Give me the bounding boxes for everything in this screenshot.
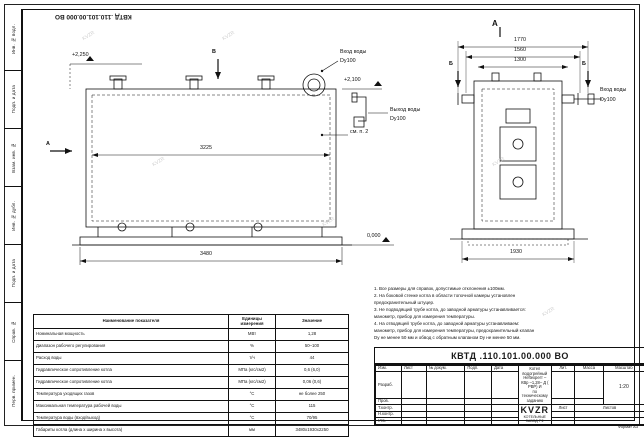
strip-cell-1: Подп. и дата (4, 71, 22, 129)
tb-cell-empty-24 (492, 418, 518, 425)
dim-1560-label: 1560 (514, 47, 526, 53)
tb-scale-label: Масштаб (603, 366, 644, 372)
cell-name: Максимальная температура рабочей воды (34, 401, 229, 413)
tb-cell-empty-20 (575, 411, 644, 418)
product-line-3: по техническому заданию (521, 388, 548, 403)
tb-cell-empty-4 (492, 371, 518, 398)
cell-name: Температура воды (вход/выход) (34, 413, 229, 425)
cell-unit: МВт (229, 329, 276, 341)
cell-name: Гидравлическое сопротивление котла (34, 377, 229, 389)
cell-name: Диапазон рабочего регулирования (34, 341, 229, 353)
product-line-2: Неftехperт – КВр –1,28– Д ( РВР) И (521, 375, 549, 390)
table-row (34, 353, 349, 365)
tb-cell-empty-14 (492, 405, 518, 412)
water-in-left-dn: Dу100 (340, 58, 356, 64)
tb-sheet-label: Лист (552, 405, 575, 412)
table-header-row (34, 315, 349, 329)
tb-role-3: Н.контр. (376, 411, 402, 418)
dim-3225-label: 3225 (200, 145, 212, 151)
tb-lit-val (552, 371, 575, 398)
water-in-left-label: Вход воды (340, 49, 367, 55)
specification-table (33, 314, 349, 437)
water-out-label: Выход воды (390, 107, 421, 113)
tb-mass-val (575, 371, 604, 398)
dim-1770-label: 1770 (514, 37, 526, 43)
section-a-left-label: А (46, 141, 50, 147)
cell-unit: т/ч (229, 353, 276, 365)
cell-name: Расход воды (34, 353, 229, 365)
table-row (34, 425, 349, 437)
tb-cell-empty-25 (552, 418, 575, 425)
tb-cell-empty-19 (552, 411, 575, 418)
watermark-5: KVZR (541, 305, 556, 319)
cell-name: Номинальная мощность (34, 329, 229, 341)
tb-sheets-label: Листов (575, 405, 644, 412)
strip-cell-5: Справ. № (4, 303, 22, 361)
table-row (34, 401, 349, 413)
tb-col-data: Дата (492, 366, 518, 372)
tb-cell-empty-21 (401, 418, 426, 425)
tb-col-podp: Подп. (465, 366, 492, 372)
section-b-right-label: Б (582, 61, 586, 67)
tb-cell-empty-12 (426, 405, 465, 412)
watermark-4: KVZR (491, 155, 506, 169)
product-line-1: Котел водогрейный (522, 366, 548, 376)
tb-cell-empty-1 (401, 371, 426, 398)
tb-cell-empty-23 (465, 418, 492, 425)
tb-cell-empty-13 (465, 405, 492, 412)
table-row (34, 329, 349, 341)
tb-company (518, 405, 552, 425)
cell-name: Температура уходящих газов (34, 389, 229, 401)
strip-cell-0: Инв. № подл. (4, 9, 22, 71)
company-line-2: ЗАВОД РФ (525, 418, 544, 423)
level-2250-label: +2,250 (72, 52, 89, 58)
water-out-dn: Dу100 (390, 116, 406, 122)
left-margin-strip (4, 9, 22, 421)
tb-cell-empty-15 (401, 411, 426, 418)
cell-value: 1,28 (276, 329, 349, 341)
cell-unit: мм (229, 425, 276, 437)
cell-name: Габариты котла (длина х ширина х высота) (34, 425, 229, 437)
cell-unit: °C (229, 401, 276, 413)
tb-cell-empty-22 (426, 418, 465, 425)
note-4: 4. На отводящей трубе котла, до заводной арматуры устанавливаем: (374, 320, 520, 326)
tb-cell-empty-2 (426, 371, 465, 398)
note-4c: Dу не менее 50 мм и обвод с обратным клапаном Dу не менее 50 мм. (374, 334, 521, 340)
level-0000-label: 0,000 (367, 233, 381, 239)
table-row (34, 365, 349, 377)
tb-cell-empty-18 (492, 411, 518, 418)
cell-name: Гидравлическое сопротивление котла (34, 365, 229, 377)
section-v-label: В (212, 49, 216, 55)
cell-unit: °C (229, 413, 276, 425)
tb-cell-empty-16 (426, 411, 465, 418)
watermark-2: KVZR (151, 155, 166, 169)
strip-cell-3: Инв. № дубл. (4, 187, 22, 245)
tb-role-1: Пров. (376, 399, 402, 405)
cell-unit: % (229, 341, 276, 353)
cell-value: 50–100 (276, 341, 349, 353)
watermark-3: KVZR (321, 215, 336, 229)
tb-col-dokum: № докум. (426, 366, 465, 372)
note-2: 2. На боковой стенке котла в области топочной камеры установлен (374, 292, 516, 298)
water-in-right-dn: Dу100 (600, 97, 616, 103)
tb-cell-empty-17 (465, 411, 492, 418)
tb-scale-value: 1:20 (603, 371, 644, 404)
table-row (34, 413, 349, 425)
cell-value: 3480х1930х2250 (276, 425, 349, 437)
sheet-format-label: Формат А3 (617, 424, 638, 429)
note-3: 3. Не подводящий трубе котла, до заводной арматуры устанавливается: (374, 306, 526, 312)
water-in-right-label: Вход воды (600, 87, 627, 93)
strip-cell-4: Подп. и дата (4, 245, 22, 303)
top-sheet-code: КВТД .110.101.00.000 ВО (55, 12, 132, 20)
level-2100-label: +2,100 (344, 77, 361, 83)
tb-cell-empty-3 (465, 371, 492, 398)
note-2b: предохранительный штуцер. (374, 299, 435, 305)
note-3b: манометр, прибор для измерения температуры. (374, 313, 475, 319)
dim-3480-label: 3480 (200, 251, 212, 257)
strip-cell-6: Перв. примен. (10, 375, 16, 407)
cell-value: 44 (276, 353, 349, 365)
watermark-1: KVZR (221, 29, 236, 43)
drawing-notes (374, 286, 624, 342)
table-row (34, 341, 349, 353)
tb-col-list: Лист (401, 366, 426, 372)
table-row (34, 389, 349, 401)
cell-value: 0,6 (6,0) (276, 365, 349, 377)
dim-1300-label: 1300 (514, 57, 526, 63)
cell-value: 70/95 (276, 413, 349, 425)
note-4b: манометр, прибор для измерения температуры, предохранительный клапан (374, 327, 535, 333)
tb-role-4: Утв. (376, 418, 402, 425)
view-a-label: А (492, 19, 498, 28)
designation-code: КВТД .110.101.00.000 ВО (374, 347, 644, 364)
col-value: Значение (276, 315, 349, 329)
cell-unit: °C (229, 389, 276, 401)
tb-product-name (518, 366, 552, 405)
strip-cell-2: Взам. инв. № (4, 129, 22, 187)
tb-cell-empty-11 (401, 405, 426, 412)
tb-col-izm: Изм. (376, 366, 402, 372)
note-1: 1. Все размеры для справок, допустимые отклонения ±100мм. (374, 286, 505, 291)
see-item-2-label: см. п. 2 (350, 129, 369, 135)
tb-role-0: Разраб. (376, 371, 402, 398)
tb-role-2: Т.контр. (376, 405, 402, 412)
cell-unit: МПа (кгс/см2) (229, 377, 276, 389)
tb-massa: Масса (575, 366, 604, 372)
company-logo-text: KVZR (520, 404, 550, 415)
table-row (34, 377, 349, 389)
title-block (374, 364, 644, 426)
cell-value: 115 (276, 401, 349, 413)
watermark-0: KVZR (81, 29, 96, 43)
col-units: Единицы измерения (229, 315, 276, 329)
cell-value: не более 250 (276, 389, 349, 401)
cell-value: 0,06 (0,6) (276, 377, 349, 389)
dim-1930-label: 1930 (510, 249, 522, 255)
section-b-left-label: Б (449, 61, 453, 67)
tb-lit: Лит. (552, 366, 575, 372)
company-line-1: КОТЕЛЬНЫЕ (523, 414, 546, 419)
cell-unit: МПа (кгс/см2) (229, 365, 276, 377)
col-name: Наименование показателя (34, 315, 229, 329)
